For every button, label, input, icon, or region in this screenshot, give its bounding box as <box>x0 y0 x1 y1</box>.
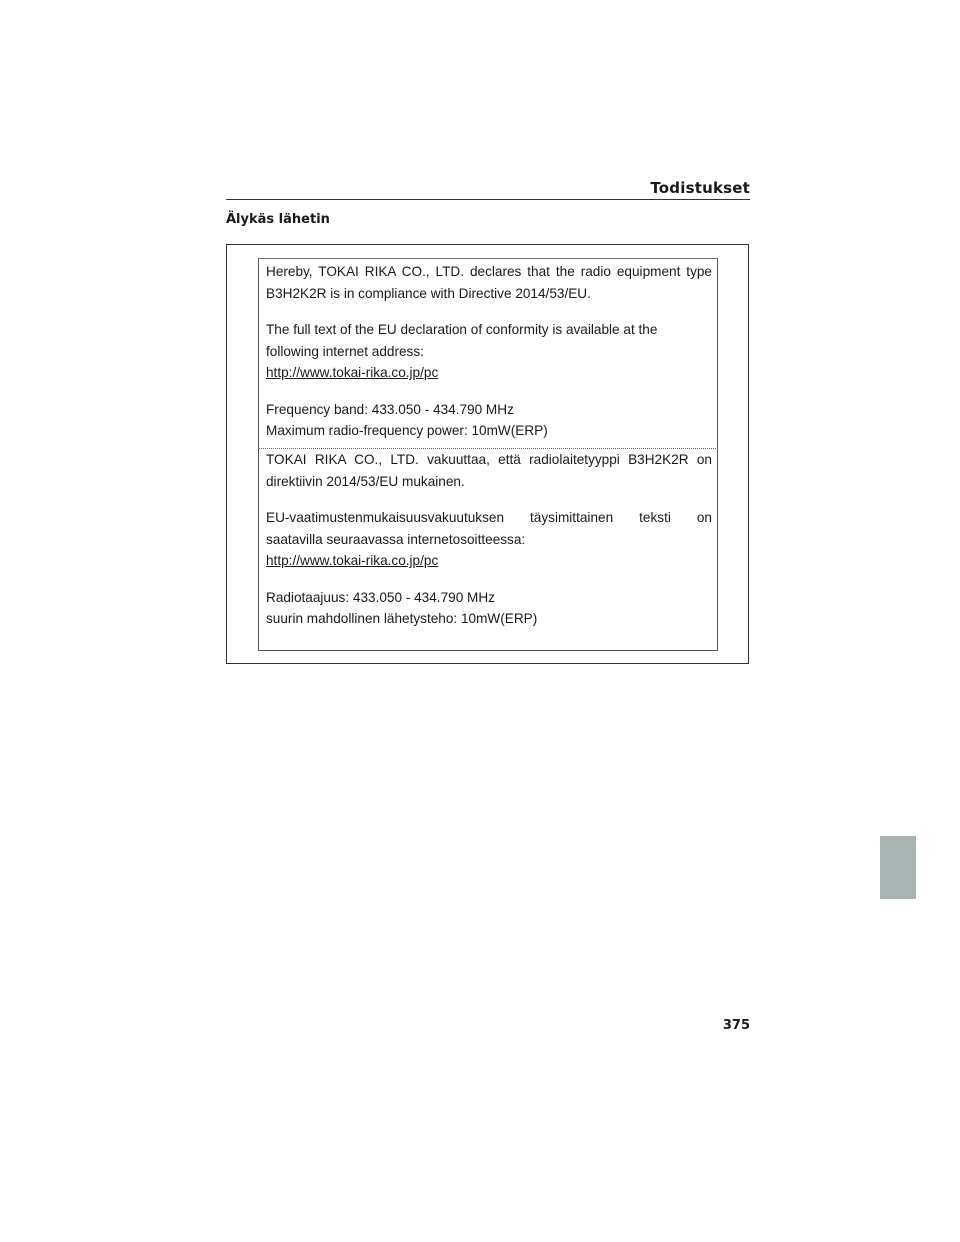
declaration-line-2-fi: direktiivin 2014/53/EU mukainen. <box>266 473 465 489</box>
max-power: Maximum radio-frequency power: 10mW(ERP) <box>266 423 548 438</box>
page-number: 375 <box>722 1018 750 1033</box>
chapter-side-tab <box>880 836 916 899</box>
fulltext-line-1-fi: EU-vaatimustenmukaisuusvakuutuksen täysimittainen teksti on <box>266 510 712 525</box>
page-header-title: Todistukset <box>650 179 750 197</box>
frequency-band: Frequency band: 433.050 - 434.790 MHz <box>266 401 514 417</box>
declaration-line-2: B3H2K2R is in compliance with Directive 2014/53/EU. <box>266 285 591 301</box>
header-rule <box>226 199 750 200</box>
declaration-line-1: Hereby, TOKAI RIKA CO., LTD. declares that the radio equipment type <box>266 264 712 279</box>
frequency-band-fi: Radiotaajuus: 433.050 - 434.790 MHz <box>266 589 495 605</box>
certificate-finnish <box>266 449 712 630</box>
declaration-url-link[interactable]: http://www.tokai-rika.co.jp/pc <box>266 365 439 380</box>
fulltext-line-2-fi: saatavilla seuraavassa internetosoitteessa: <box>266 531 526 547</box>
max-power-fi: suurin mahdollinen lähetysteho: 10mW(ERP) <box>266 611 538 626</box>
fulltext-line-1: The full text of the EU declaration of conformity is available at the <box>266 322 658 337</box>
declaration-url-link-fi[interactable]: http://www.tokai-rika.co.jp/pc <box>266 553 439 568</box>
certificate-english <box>266 261 712 442</box>
declaration-line-1-fi: TOKAI RIKA CO., LTD. vakuuttaa, että radiolaitetyyppi B3H2K2R on <box>266 452 712 467</box>
fulltext-line-2: following internet address: <box>266 343 424 359</box>
section-heading: Älykäs lähetin <box>226 212 330 227</box>
